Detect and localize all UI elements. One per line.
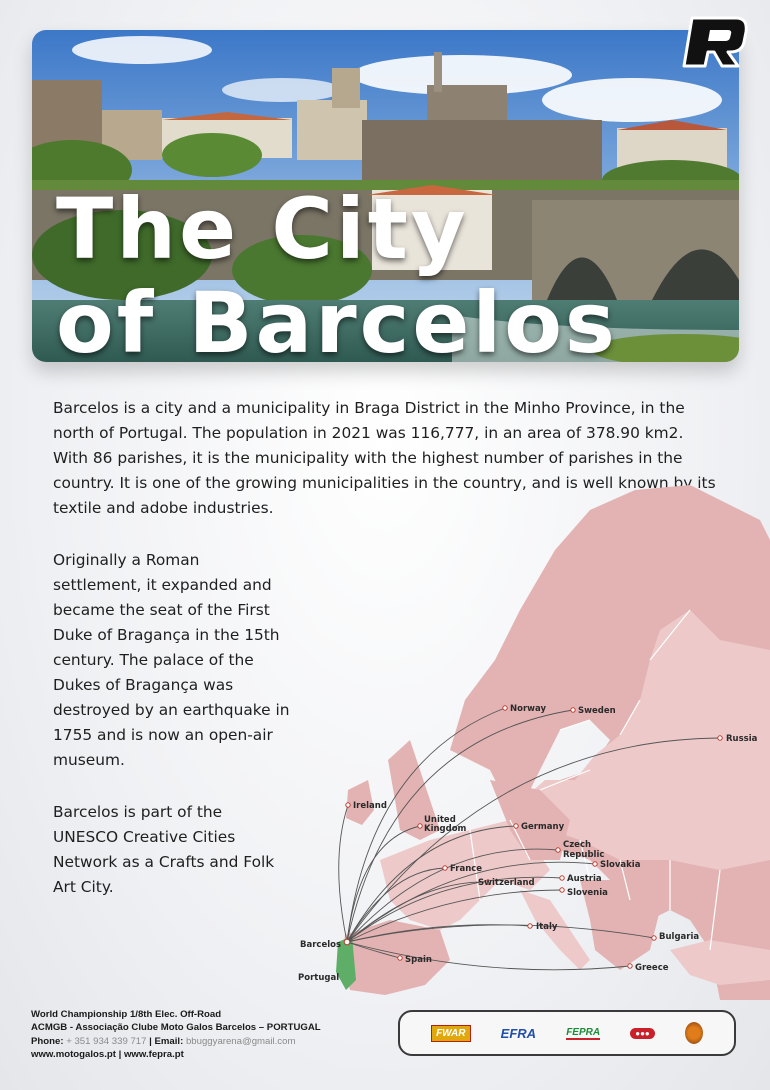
website-link-motogalos[interactable]: www.motogalos.pt: [31, 1049, 116, 1061]
footer-club-line: ACMGB - Associação Clube Moto Galos Barcelos – PORTUGAL: [31, 1022, 321, 1034]
label-norway: Norway: [510, 704, 547, 714]
label-slovakia: Slovakia: [600, 860, 641, 870]
footer-event-line: World Championship 1/8th Elec. Off-Road: [31, 1009, 222, 1020]
phone-label: Phone:: [31, 1035, 64, 1047]
unesco-paragraph: Barcelos is part of the UNESCO Creative Cities Network as a Crafts and Folk Art City.: [53, 803, 275, 896]
footer-contact: [31, 1008, 321, 1062]
footer-contact-line: [31, 1035, 321, 1048]
page-title-line-2: of Barcelos: [56, 274, 618, 362]
red-sponsor-logo-icon: ●●●: [630, 1028, 655, 1039]
label-united: United: [424, 815, 456, 825]
label-switzerland: Switzerland: [478, 878, 535, 888]
label-greece: Greece: [635, 963, 669, 973]
efra-logo: EFRA: [500, 1025, 537, 1041]
label-kingdom: Kingdom: [424, 824, 467, 834]
label-republic: Republic: [563, 850, 605, 860]
label-portugal: Portugal: [298, 973, 340, 983]
label-slovenia: Slovenia: [567, 888, 608, 898]
email-label: | Email:: [149, 1035, 184, 1047]
fwar-logo: FWAR: [431, 1025, 470, 1042]
label-russia: Russia: [726, 734, 758, 744]
label-spain: Spain: [405, 955, 432, 965]
history-paragraph: Originally a Roman settlement, it expanded and became the seat of the First Duke of Bragança in the 15th century. The palace of the Dukes of Bragança was destroyed by an earthquake in 1755 and is now an open-air museum.: [53, 551, 290, 769]
label-germany: Germany: [521, 822, 565, 832]
label-sweden: Sweden: [578, 706, 616, 716]
page-title: [56, 182, 618, 362]
label-italy: Italy: [536, 922, 558, 932]
intro-paragraph: Barcelos is a city and a municipality in Braga District in the Minho Province, in the north of Portugal. The population in 2021 was 116,777, in an area of 378.90 km2. With 86 parishes, it is the municipality with the highest number of parishes in the country. It is one of the growing municipalities in the country, and is well known by its textile and adobe industries.: [53, 399, 716, 517]
page-title-line-1: The City: [56, 180, 469, 278]
phone-value: + 351 934 339 717: [66, 1035, 147, 1047]
hero-photo: [32, 30, 739, 362]
label-czech: Czech: [563, 840, 592, 850]
europe-routes-map: [290, 480, 770, 1000]
footer-web-line: [31, 1048, 321, 1061]
red-rc-logo-icon: [678, 12, 750, 72]
label-austria: Austria: [567, 874, 602, 884]
email-link[interactable]: bbuggyarena@gmail.com: [185, 1035, 296, 1047]
sponsor-logos-bar: [398, 1010, 736, 1056]
label-france: France: [450, 864, 483, 874]
label-ireland: Ireland: [353, 801, 387, 811]
label-bulgaria: Bulgaria: [659, 932, 700, 942]
moto-galos-seal-icon: [685, 1022, 703, 1044]
label-barcelos: Barcelos: [300, 940, 342, 950]
fepra-logo: FEPRA: [566, 1026, 601, 1038]
website-link-fepra[interactable]: | www.fepra.pt: [118, 1049, 184, 1061]
